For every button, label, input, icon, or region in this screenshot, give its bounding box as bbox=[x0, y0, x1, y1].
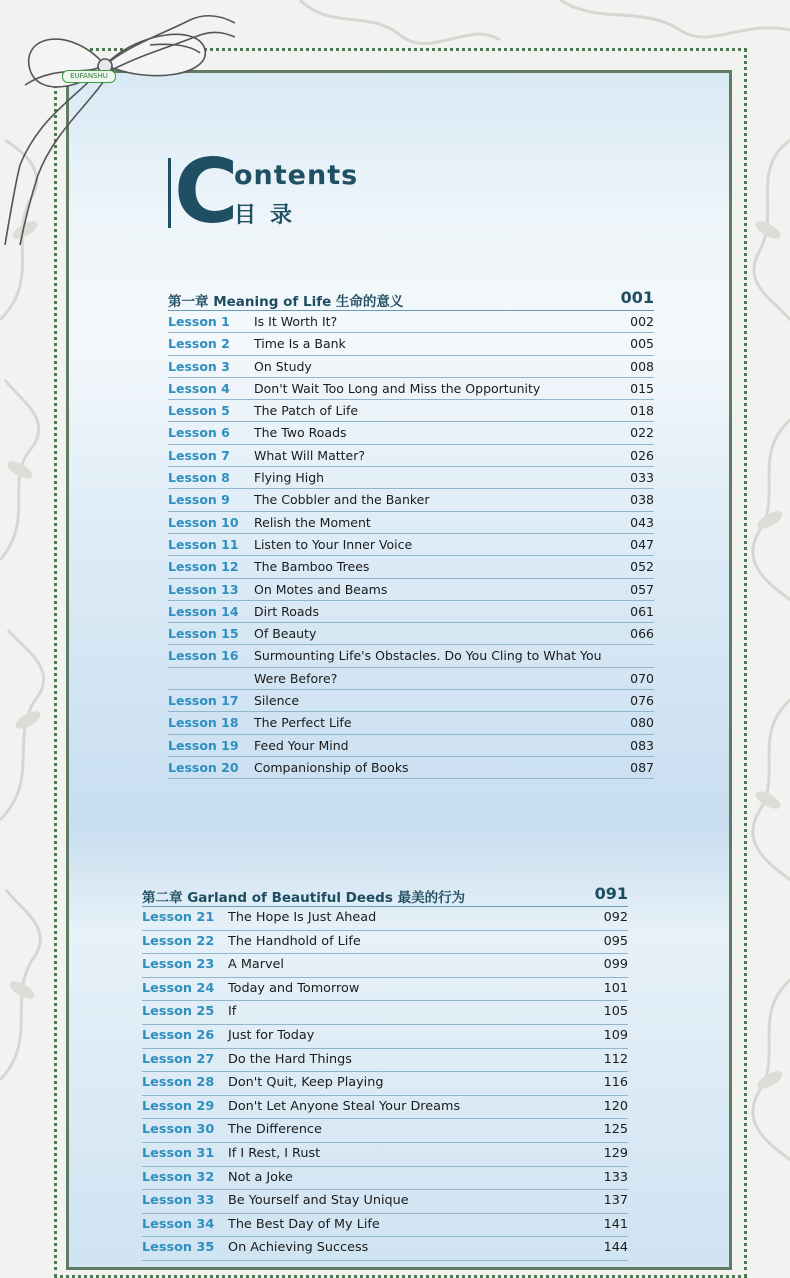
lesson-title: Today and Tomorrow bbox=[228, 980, 360, 996]
chapter-2-toc bbox=[142, 884, 628, 1261]
lesson-title: Of Beauty bbox=[254, 626, 317, 642]
lesson-title: Be Yourself and Stay Unique bbox=[228, 1193, 409, 1209]
lesson-number: Lesson 13 bbox=[168, 581, 239, 597]
lesson-page: 047 bbox=[630, 536, 654, 552]
lesson-number: Lesson 5 bbox=[168, 403, 230, 419]
toc-row[interactable] bbox=[142, 1190, 628, 1214]
toc-row[interactable] bbox=[168, 378, 654, 400]
lesson-title: The Two Roads bbox=[254, 425, 347, 441]
lesson-page: 052 bbox=[630, 559, 654, 575]
lesson-title: Listen to Your Inner Voice bbox=[254, 536, 413, 552]
lesson-page: 080 bbox=[630, 715, 654, 731]
chapter-header bbox=[168, 288, 654, 311]
chapter-page: 001 bbox=[620, 288, 654, 307]
toc-row[interactable] bbox=[168, 311, 654, 333]
lesson-number: Lesson 33 bbox=[142, 1193, 215, 1209]
toc-row[interactable] bbox=[168, 534, 654, 556]
lesson-number: Lesson 16 bbox=[168, 648, 239, 664]
lesson-page: 125 bbox=[603, 1122, 628, 1138]
lesson-page: 057 bbox=[630, 581, 654, 597]
logo-badge: EUFANSHU bbox=[62, 70, 116, 83]
lesson-title: The Cobbler and the Banker bbox=[254, 492, 430, 508]
lesson-page: 070 bbox=[630, 670, 654, 686]
lesson-number: Lesson 15 bbox=[168, 626, 239, 642]
lesson-title: Were Before? bbox=[254, 670, 338, 686]
toc-row[interactable] bbox=[168, 601, 654, 623]
lesson-number: Lesson 4 bbox=[168, 380, 230, 396]
lesson-number: Lesson 14 bbox=[168, 603, 239, 619]
lesson-number: Lesson 20 bbox=[168, 759, 239, 775]
toc-row[interactable] bbox=[168, 623, 654, 645]
lesson-page: 066 bbox=[630, 626, 654, 642]
lesson-page: 099 bbox=[603, 957, 628, 973]
lesson-page: 120 bbox=[603, 1098, 628, 1114]
lesson-page: 116 bbox=[603, 1075, 628, 1091]
lesson-page: 005 bbox=[630, 336, 654, 352]
lesson-number: Lesson 8 bbox=[168, 470, 230, 486]
toc-row[interactable] bbox=[168, 757, 654, 779]
lesson-title: If I Rest, I Rust bbox=[228, 1145, 321, 1161]
lesson-title: A Marvel bbox=[228, 957, 284, 973]
lesson-title: If bbox=[228, 1004, 237, 1020]
lesson-page: 015 bbox=[630, 380, 654, 396]
lesson-page: 137 bbox=[603, 1193, 628, 1209]
lesson-title: The Patch of Life bbox=[254, 403, 359, 419]
lesson-page: 038 bbox=[630, 492, 654, 508]
lesson-title: The Difference bbox=[228, 1122, 322, 1138]
heading-bar bbox=[168, 158, 171, 228]
lesson-number: Lesson 24 bbox=[142, 980, 215, 996]
toc-row[interactable] bbox=[168, 579, 654, 601]
lesson-page: 101 bbox=[603, 980, 628, 996]
lesson-page: 141 bbox=[603, 1216, 628, 1232]
lesson-title: Don't Let Anyone Steal Your Dreams bbox=[228, 1098, 461, 1114]
toc-row[interactable] bbox=[142, 1237, 628, 1261]
lesson-page: 092 bbox=[603, 910, 628, 925]
toc-row[interactable] bbox=[168, 668, 654, 690]
lesson-title: On Study bbox=[254, 358, 312, 374]
lesson-title: What Will Matter? bbox=[254, 447, 366, 463]
lesson-title: Is It Worth It? bbox=[254, 314, 338, 329]
lesson-title: Don't Wait Too Long and Miss the Opportunity bbox=[254, 380, 541, 396]
toc-row[interactable] bbox=[142, 1167, 628, 1191]
lesson-title: The Bamboo Trees bbox=[254, 559, 370, 575]
lesson-number: Lesson 31 bbox=[142, 1145, 215, 1161]
chapter-title: 第二章 Garland of Beautiful Deeds 最美的行为 bbox=[142, 890, 466, 906]
lesson-number: Lesson 35 bbox=[142, 1240, 215, 1256]
lesson-title: The Handhold of Life bbox=[228, 933, 361, 949]
lesson-title: Not a Joke bbox=[228, 1169, 293, 1185]
toc-row[interactable] bbox=[142, 1096, 628, 1120]
lesson-title: On Motes and Beams bbox=[254, 581, 388, 597]
lesson-title: Time Is a Bank bbox=[254, 336, 346, 352]
lesson-number: Lesson 10 bbox=[168, 514, 239, 530]
chapter-1-toc bbox=[168, 288, 654, 779]
lesson-title: Just for Today bbox=[228, 1027, 315, 1043]
toc-row[interactable] bbox=[142, 931, 628, 955]
lesson-page: 018 bbox=[630, 403, 654, 419]
lesson-page: 002 bbox=[630, 314, 654, 329]
lesson-page: 043 bbox=[630, 514, 654, 530]
lesson-title: On Achieving Success bbox=[228, 1240, 369, 1256]
lesson-title: Companionship of Books bbox=[254, 759, 409, 775]
lesson-title: The Best Day of My Life bbox=[228, 1216, 380, 1232]
lesson-number: Lesson 19 bbox=[168, 737, 239, 753]
lesson-title: Do the Hard Things bbox=[228, 1051, 352, 1067]
lesson-page: 022 bbox=[630, 425, 654, 441]
toc-row[interactable] bbox=[142, 1049, 628, 1073]
chapter-page: 091 bbox=[594, 884, 628, 903]
lesson-title: Surmounting Life's Obstacles. Do You Cling to What You bbox=[254, 648, 602, 664]
lesson-number: Lesson 27 bbox=[142, 1051, 215, 1067]
toc-row[interactable] bbox=[168, 690, 654, 712]
toc-row[interactable] bbox=[142, 1025, 628, 1049]
lesson-title: Don't Quit, Keep Playing bbox=[228, 1075, 384, 1091]
lesson-page: 112 bbox=[603, 1051, 628, 1067]
lesson-number: Lesson 29 bbox=[142, 1098, 215, 1114]
lesson-number: Lesson 22 bbox=[142, 933, 215, 949]
toc-row[interactable] bbox=[142, 907, 628, 931]
toc-row[interactable] bbox=[142, 1143, 628, 1167]
toc-row[interactable] bbox=[168, 735, 654, 757]
toc-row[interactable] bbox=[142, 954, 628, 978]
lesson-number: Lesson 21 bbox=[142, 910, 215, 925]
toc-row[interactable] bbox=[168, 556, 654, 578]
lesson-page: 061 bbox=[630, 603, 654, 619]
lesson-page: 105 bbox=[603, 1004, 628, 1020]
lesson-title: Dirt Roads bbox=[254, 603, 319, 619]
lesson-title: Silence bbox=[254, 693, 300, 709]
heading-chinese: 目录 bbox=[234, 203, 307, 228]
toc-row[interactable] bbox=[168, 645, 654, 667]
toc-row[interactable] bbox=[142, 1001, 628, 1025]
chapter-title: 第一章 Meaning of Life 生命的意义 bbox=[168, 294, 404, 310]
lesson-number: Lesson 32 bbox=[142, 1169, 215, 1185]
lesson-page: 144 bbox=[603, 1240, 628, 1256]
toc-row[interactable] bbox=[168, 445, 654, 467]
lesson-number: Lesson 28 bbox=[142, 1075, 215, 1091]
lesson-number: Lesson 12 bbox=[168, 559, 239, 575]
lesson-page: 083 bbox=[630, 737, 654, 753]
lesson-page: 008 bbox=[630, 358, 654, 374]
chapter-header bbox=[142, 884, 628, 907]
toc-row[interactable] bbox=[168, 356, 654, 378]
lesson-page: 033 bbox=[630, 470, 654, 486]
heading-big-letter: C bbox=[174, 140, 239, 243]
lesson-number: Lesson 1 bbox=[168, 314, 230, 329]
lesson-number: Lesson 23 bbox=[142, 957, 215, 973]
lesson-title: Feed Your Mind bbox=[254, 737, 349, 753]
heading-title: ontents bbox=[234, 160, 359, 191]
lesson-title: The Perfect Life bbox=[254, 715, 352, 731]
lesson-number: Lesson 30 bbox=[142, 1122, 215, 1138]
lesson-number: Lesson 25 bbox=[142, 1004, 215, 1020]
lesson-page: 129 bbox=[603, 1145, 628, 1161]
lesson-number: Lesson 34 bbox=[142, 1216, 215, 1232]
lesson-title: Flying High bbox=[254, 470, 325, 486]
toc-row[interactable] bbox=[142, 1119, 628, 1143]
toc-row[interactable] bbox=[142, 978, 628, 1002]
toc-row[interactable] bbox=[168, 333, 654, 355]
toc-row[interactable] bbox=[168, 489, 654, 511]
lesson-page: 076 bbox=[630, 693, 654, 709]
toc-row[interactable] bbox=[142, 1072, 628, 1096]
toc-row[interactable] bbox=[168, 712, 654, 734]
lesson-page: 026 bbox=[630, 447, 654, 463]
lesson-number: Lesson 7 bbox=[168, 447, 230, 463]
lesson-page: 133 bbox=[603, 1169, 628, 1185]
toc-row[interactable] bbox=[168, 512, 654, 534]
lesson-number: Lesson 18 bbox=[168, 715, 239, 731]
lesson-page: 109 bbox=[603, 1027, 628, 1043]
toc-row[interactable] bbox=[168, 467, 654, 489]
toc-row[interactable] bbox=[142, 1214, 628, 1238]
lesson-title: The Hope Is Just Ahead bbox=[228, 910, 377, 925]
toc-row[interactable] bbox=[168, 422, 654, 444]
lesson-number: Lesson 11 bbox=[168, 536, 239, 552]
toc-row[interactable] bbox=[168, 400, 654, 422]
lesson-number: Lesson 9 bbox=[168, 492, 230, 508]
lesson-title: Relish the Moment bbox=[254, 514, 371, 530]
lesson-page: 095 bbox=[603, 933, 628, 949]
lesson-number: Lesson 17 bbox=[168, 693, 239, 709]
lesson-number: Lesson 6 bbox=[168, 425, 230, 441]
lesson-page: 087 bbox=[630, 759, 654, 775]
lesson-number: Lesson 26 bbox=[142, 1027, 215, 1043]
lesson-number: Lesson 2 bbox=[168, 336, 230, 352]
lesson-number: Lesson 3 bbox=[168, 358, 230, 374]
